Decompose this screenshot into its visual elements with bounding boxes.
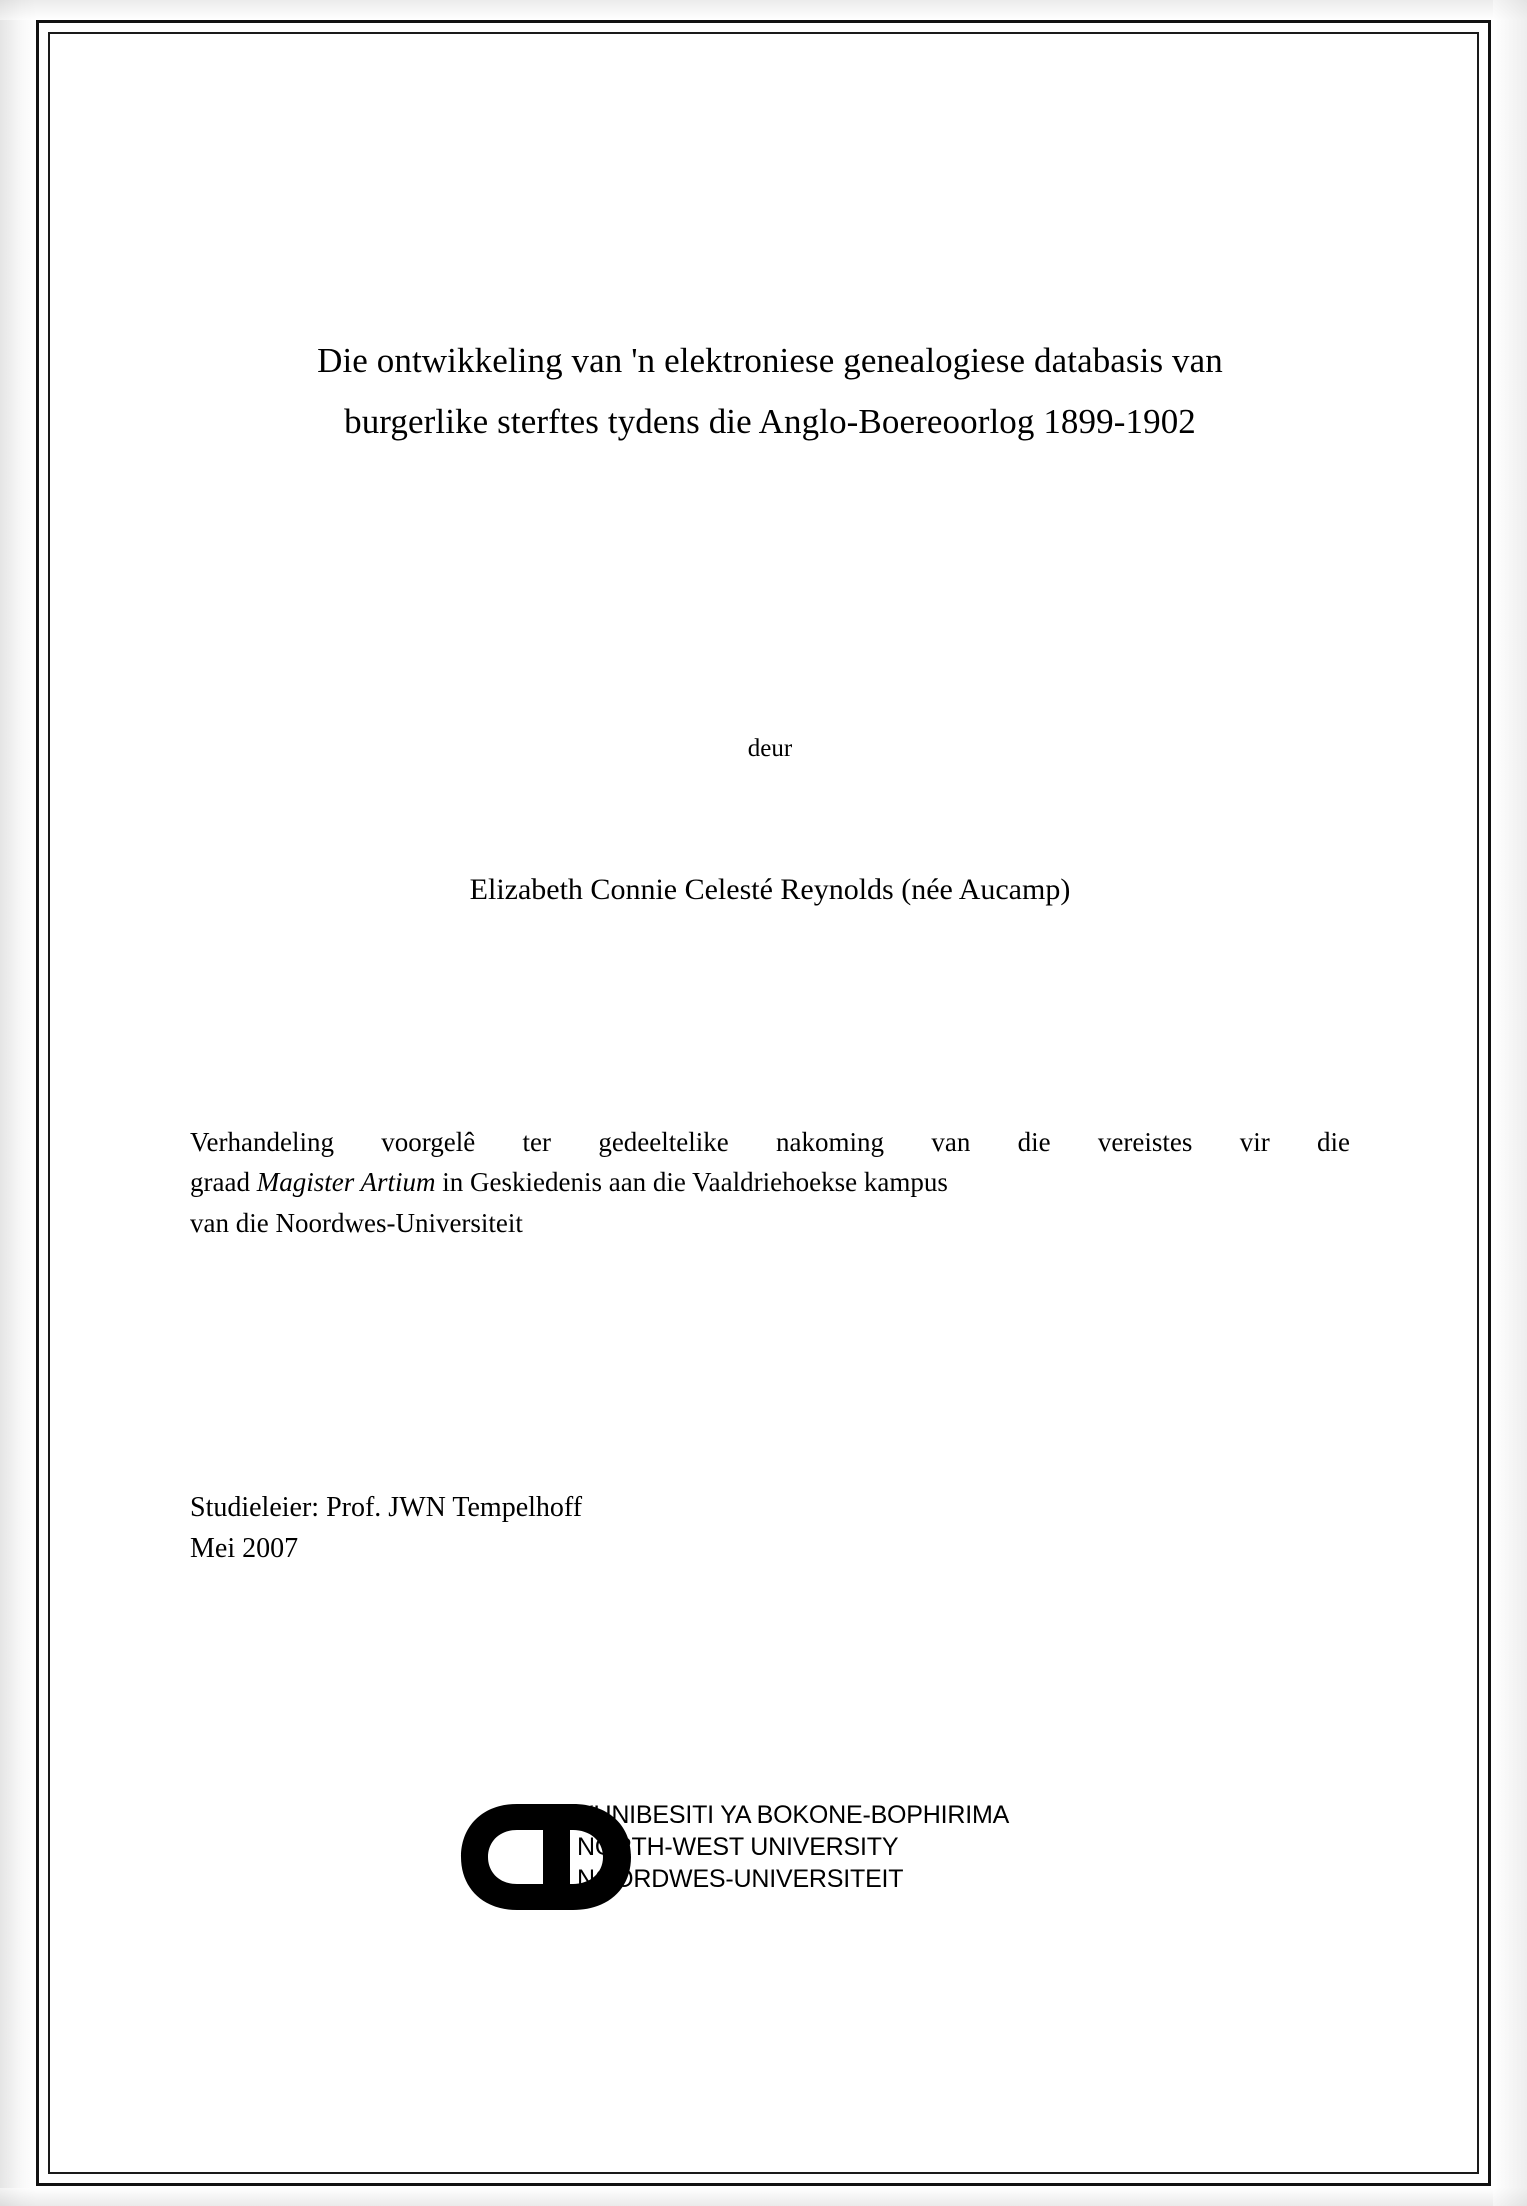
degree-statement [190, 1122, 1350, 1244]
university-logo [455, 1790, 1155, 1920]
supervisor-block [190, 1488, 1350, 1569]
degree-statement-line-1: Verhandeling voorgelê ter gedeeltelike nakoming van die vereistes vir die [190, 1126, 1350, 1157]
scan-edge-shadow-top [0, 0, 1527, 20]
date-line: Mei 2007 [190, 1532, 299, 1564]
degree-name: Magister Artium [256, 1167, 436, 1197]
scan-edge-shadow-bottom [0, 2188, 1527, 2206]
author-name: Elizabeth Connie Celesté Reynolds (née Aucamp) [469, 872, 1071, 906]
title-line-1: Die ontwikkeling van 'n elektroniese genealogiese databasis van [317, 341, 1223, 380]
university-logo-text [577, 1800, 1009, 1895]
scan-edge-shadow-right [1493, 0, 1527, 2206]
degree-statement-line-2-post: in Geskiedenis aan die Vaaldriehoekse kampus [435, 1167, 948, 1197]
by-label: deur [747, 734, 793, 762]
logo-text-line-2: NORTH-WEST UNIVERSITY [577, 1832, 899, 1861]
logo-text-line-1: YUNIBESITI YA BOKONE-BOPHIRIMA [577, 1801, 1010, 1829]
title-line-2: burgerlike sterftes tydens die Anglo-Boereoorlog 1899-1902 [344, 402, 1196, 442]
degree-statement-line-2-pre: graad [190, 1167, 257, 1197]
degree-statement-line-3: van die Noordwes-Universiteit [190, 1207, 523, 1238]
title-page-content [190, 330, 1350, 1569]
logo-text-line-3: NOORDWES-UNIVERSITEIT [577, 1864, 904, 1893]
degree-statement-line-2 [190, 1162, 1350, 1203]
supervisor-line: Studieleier: Prof. JWN Tempelhoff [190, 1492, 583, 1523]
scan-edge-shadow-left [0, 0, 36, 2206]
page-title [190, 330, 1350, 453]
